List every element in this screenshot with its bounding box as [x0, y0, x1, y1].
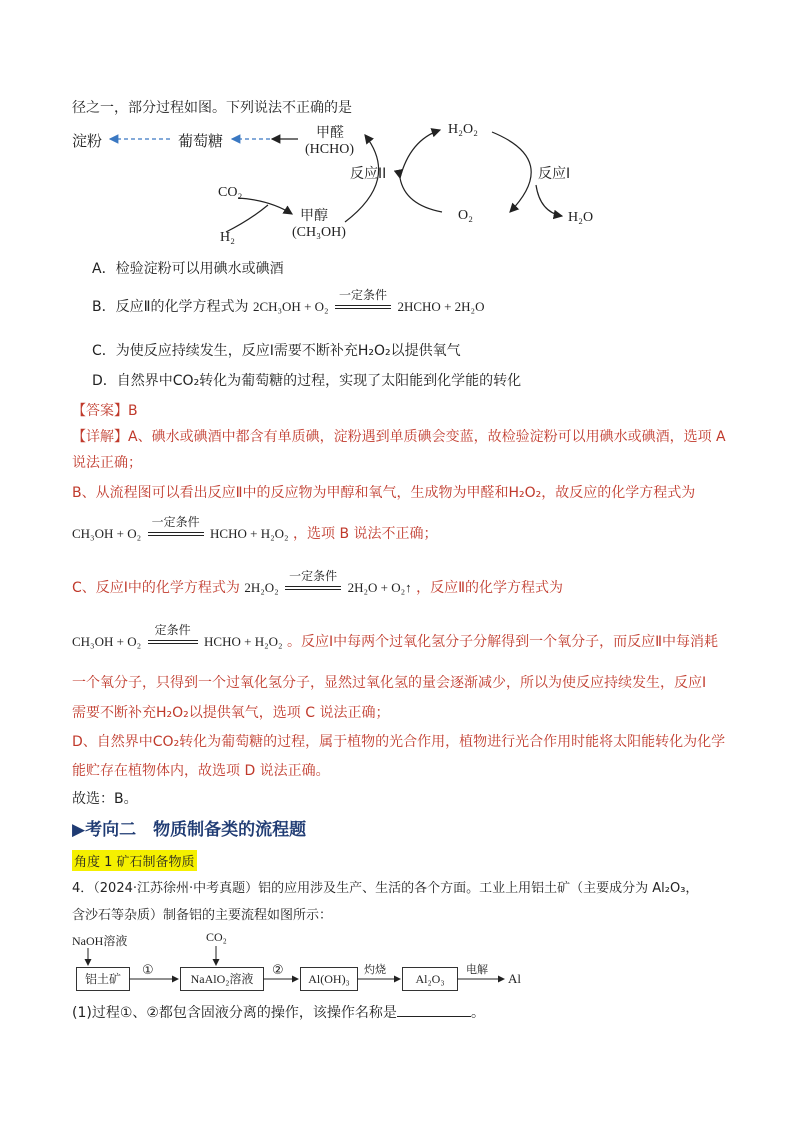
calcine-label: 灼烧	[364, 963, 386, 976]
eq-d-tail: 。反应Ⅰ中每两个过氧化氢分子分解得到一个氧分子，而反应Ⅱ中每消耗	[287, 634, 719, 650]
aluminum-hydroxide-box: Al(OH)₃	[300, 967, 358, 991]
question-intro: 径之一，部分过程如图。下列说法不正确的是	[72, 100, 352, 116]
analysis-line-8: 能贮存在植物体内，故选项 D 说法正确。	[72, 763, 330, 779]
analysis-heading: 【详解】	[72, 429, 128, 445]
eq-d-left: CH₃OH + O₂	[72, 634, 142, 649]
methanol-label: 甲醇	[300, 208, 328, 224]
h2o-label: H₂O	[568, 210, 594, 225]
analysis-line-6: 需要不断补充H₂O₂以提供氧气，选项 C 说法正确；	[72, 705, 390, 721]
analysis-a-text: A、碘水或碘酒中都含有单质碘，淀粉遇到单质碘会变蓝，故检验淀粉可以用碘水或碘酒，选项 A	[128, 429, 726, 445]
analysis-line-5: 一个氧分子，只得到一个过氧化氢分子，显然过氧化氢的量会逐渐减少，所以为使反应持续发生，反应Ⅰ	[72, 675, 707, 691]
option-d: D．自然界中CO₂转化为葡萄糖的过程，实现了太阳能到化学能的转化	[92, 373, 522, 389]
eq-b-left: CH₃OH + O₂	[72, 526, 142, 541]
option-c: C．为使反应持续发生，反应Ⅰ需要不断补充H₂O₂以提供氧气	[92, 343, 461, 359]
glucose-label: 葡萄糖	[178, 132, 224, 150]
naoh-label: NaOH溶液	[72, 934, 128, 948]
section-heading: ▶考向二 物质制备类的流程题	[72, 820, 307, 840]
option-a: A．检验淀粉可以用碘水或碘酒	[92, 261, 284, 277]
h2-label: H₂	[220, 230, 235, 245]
option-b-left: 2CH₃OH + O₂	[252, 299, 329, 314]
answer-blank[interactable]	[397, 1002, 471, 1017]
eq-c-left: 2H₂O₂	[244, 580, 279, 595]
sub-question-1	[72, 1002, 485, 1022]
eq-c-prefix: C、反应Ⅰ中的化学方程式为	[72, 580, 240, 596]
eq-d-condition: 定条件	[154, 623, 191, 637]
formaldehyde-formula: (HCHO)	[305, 142, 354, 157]
eq-c-tail: ，反应Ⅱ的化学方程式为	[416, 580, 564, 596]
option-b-prefix: B．反应Ⅱ的化学方程式为	[92, 299, 249, 315]
sodium-aluminate-box: NaAlO₂溶液	[180, 967, 264, 991]
h2o2-label: H₂O₂	[448, 122, 478, 137]
eq-b-right: HCHO + H₂O₂	[210, 526, 289, 541]
analysis-line-3: B、从流程图可以看出反应Ⅱ中的反应物为甲醇和氧气，生成物为甲醛和H₂O₂，故反应的化学方程式为	[72, 485, 696, 501]
o2-label: O₂	[458, 208, 473, 223]
starch-label: 淀粉	[72, 132, 103, 150]
bauxite-box: 铝土矿	[76, 967, 130, 991]
conclusion: 故选：B。	[72, 791, 138, 807]
eq-c-right: 2H₂O + O₂↑	[347, 580, 412, 595]
eq-d-right: HCHO + H₂O₂	[204, 634, 283, 649]
step-2-label: ②	[272, 963, 284, 978]
answer: 【答案】B	[72, 403, 138, 419]
sub-question-1-text: (1)过程①、②都包含固液分离的操作，该操作名称是	[72, 1005, 397, 1021]
eq-c-condition: 一定条件	[289, 569, 338, 583]
question-4-line-2: 含沙石等杂质）制备铝的主要流程如图所示：	[72, 908, 333, 923]
question-4-line-1: 4．（2024·江苏徐州·中考真题）铝的应用涉及生产、生活的各个方面。工业上用铝土矿（主要成分为 Al₂O₃，	[72, 881, 699, 896]
formaldehyde-label: 甲醛	[316, 125, 344, 141]
eq-b-tail: ，选项 B 说法不正确；	[293, 526, 438, 542]
angle-tag: 角度 1 矿石制备物质	[72, 850, 197, 871]
co2-label: CO₂	[218, 185, 243, 200]
option-b-condition: 一定条件	[339, 288, 388, 302]
methanol-formula: (CH₃OH)	[292, 225, 346, 240]
eq-b-condition: 一定条件	[151, 515, 200, 529]
reaction-2-label: 反应II	[350, 166, 387, 182]
step-1-label: ①	[142, 963, 154, 978]
aluminum-product-label: Al	[508, 971, 521, 986]
analysis-line-7: D、自然界中CO₂转化为葡萄糖的过程，属于植物的光合作用，植物进行光合作用时能将太阳能转化为化学	[72, 734, 726, 750]
analysis-line-2: 说法正确；	[72, 455, 142, 471]
sub-question-1-suffix: 。	[470, 1005, 485, 1021]
reaction-1-label: 反应I	[538, 166, 571, 182]
electrolysis-label: 电解	[466, 963, 488, 976]
co2-input-label: CO₂	[206, 930, 227, 944]
option-b-right: 2HCHO + 2H₂O	[397, 299, 485, 314]
alumina-box: Al₂O₃	[402, 967, 458, 991]
